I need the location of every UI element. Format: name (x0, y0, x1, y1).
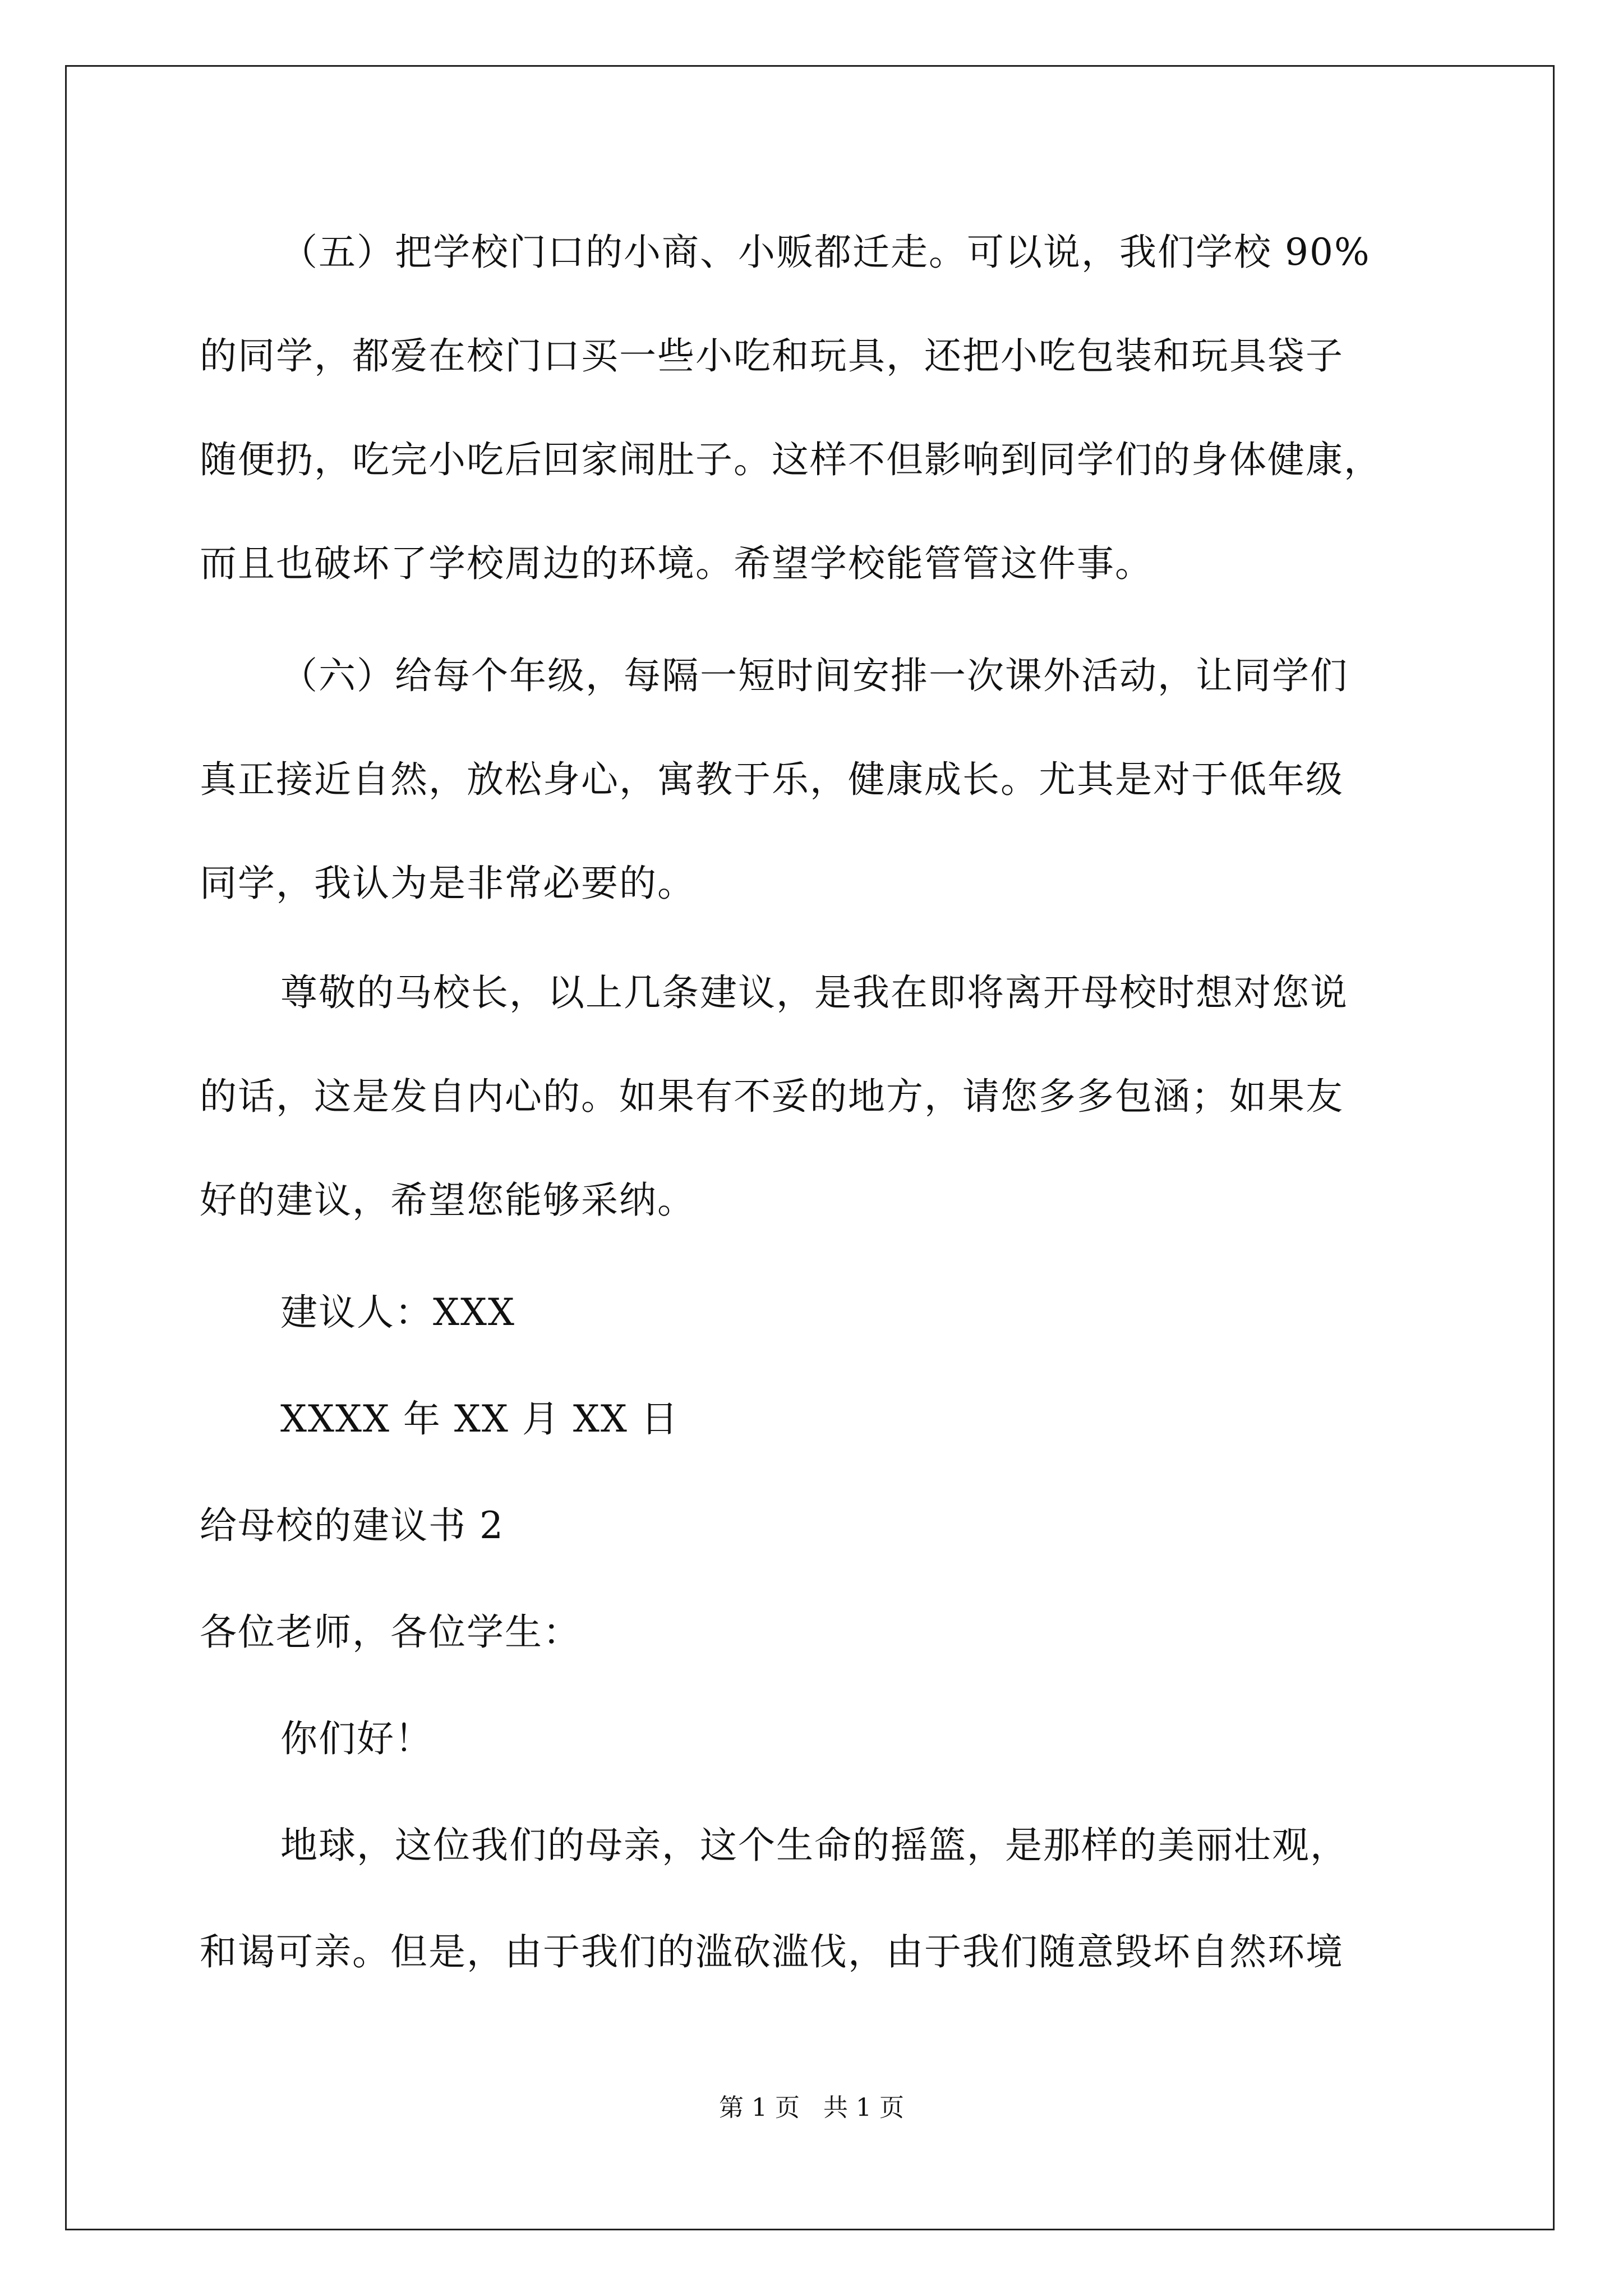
closing-paragraph-line-3: 好的建议，希望您能够采纳。 (200, 1179, 695, 1222)
salutation: 各位老师，各位学生： (200, 1611, 581, 1654)
paragraph-5-line-2: 的同学，都爱在校门口买一些小吃和玩具，还把小吃包装和玩具袋子 (200, 334, 1344, 378)
paragraph-6-line-3: 同学，我认为是非常必要的。 (200, 862, 695, 905)
paragraph-6-line-2: 真正接近自然，放松身心，寓教于乐，健康成长。尤其是对于低年级 (200, 758, 1344, 801)
paragraph-6-line-1: （六）给每个年级，每隔一短时间安排一次课外活动，让同学们 (280, 654, 1348, 697)
body-paragraph-line-2: 和谒可亲。但是，由于我们的滥砍滥伐，由于我们随意毁坏自然环境 (200, 1930, 1344, 1973)
body-paragraph-line-1: 地球，这位我们的母亲，这个生命的摇篮，是那样的美丽壮观， (280, 1824, 1348, 1867)
paragraph-5-line-4: 而且也破坏了学校周边的环境。希望学校能管管这件事。 (200, 542, 1153, 585)
paragraph-5-line-3: 随便扔，吃完小吃后回家闹肚子。这样不但影响到同学们的身体健康， (200, 438, 1382, 481)
page-footer: 第 1 页 共 1 页 (719, 2093, 904, 2122)
closing-paragraph-line-2: 的话，这是发自内心的。如果有不妥的地方，请您多多包涵；如果友 (200, 1075, 1344, 1118)
paragraph-5-line-1: （五）把学校门口的小商、小贩都迁走。可以说，我们学校 90% (280, 231, 1371, 274)
closing-paragraph-line-1: 尊敬的马校长，以上几条建议，是我在即将离开母校时想对您说 (280, 971, 1348, 1014)
section-title: 给母校的建议书 2 (200, 1504, 504, 1547)
signature-date: XXXX 年 XX 月 XX 日 (280, 1397, 679, 1441)
signature-proposer: 建议人：XXX (280, 1291, 515, 1334)
greeting: 你们好！ (280, 1717, 433, 1760)
page-border (65, 65, 1555, 2230)
